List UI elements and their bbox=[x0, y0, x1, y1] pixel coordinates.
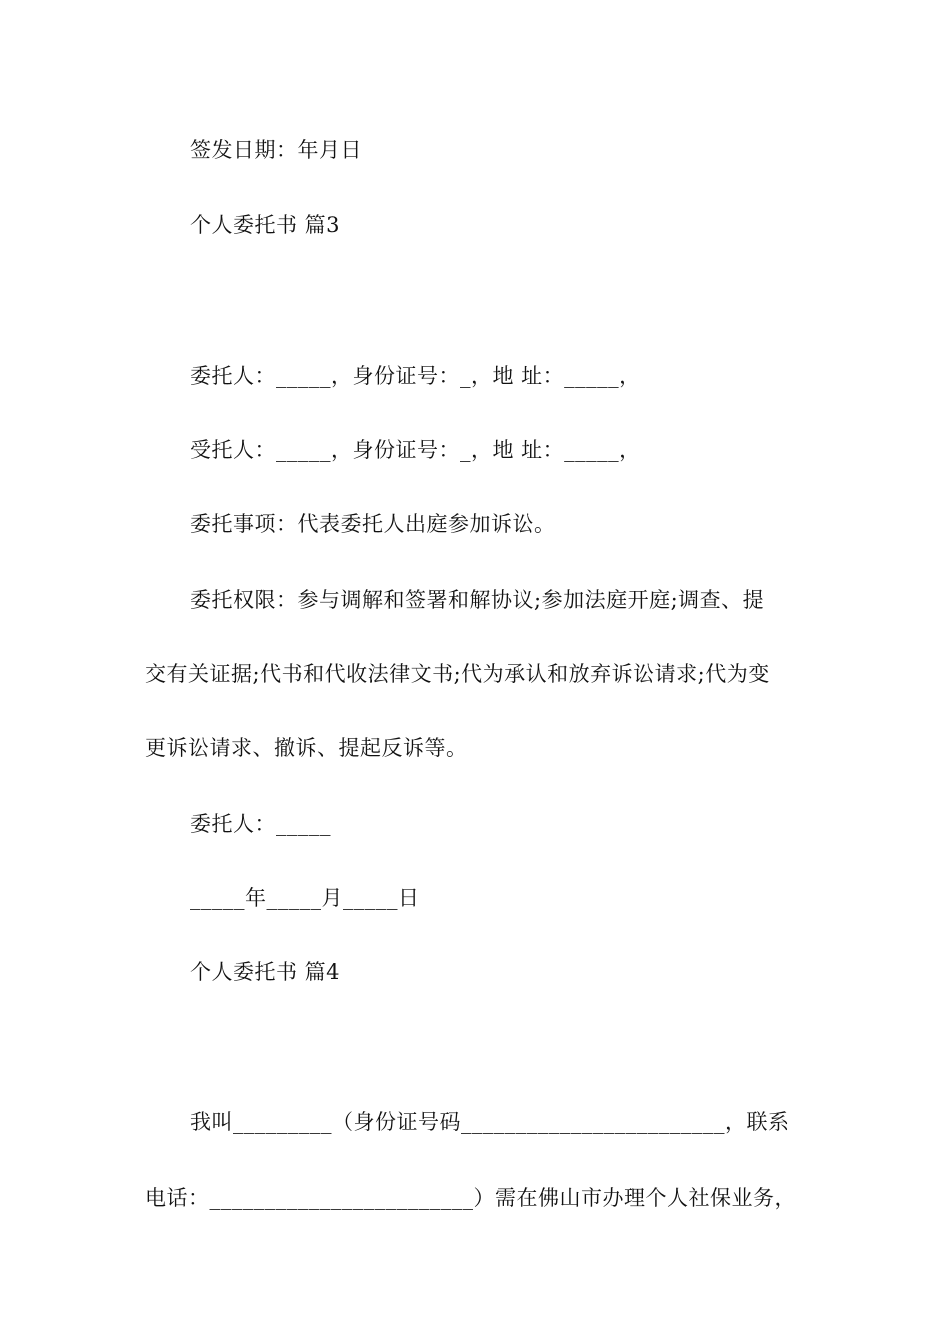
principal-signature-line: 委托人：_____ bbox=[190, 812, 331, 836]
entrusted-matters-line: 委托事项：代表委托人出庭参加诉讼。 bbox=[190, 512, 556, 536]
issue-date-line: 签发日期：年月日 bbox=[190, 138, 362, 162]
authority-line-3: 更诉讼请求、撤诉、提起反诉等。 bbox=[145, 736, 468, 760]
self-intro-line-1: 我叫_________（身份证号码________________________，联系 bbox=[190, 1110, 790, 1134]
authority-line-2: 交有关证据;代书和代收法律文书;代为承认和放弃诉讼请求;代为变 bbox=[145, 662, 770, 686]
authority-line-1: 委托权限：参与调解和签署和解协议;参加法庭开庭;调查、提 bbox=[190, 588, 765, 612]
self-intro-line-2: 电话：________________________）需在佛山市办理个人社保业务， bbox=[145, 1186, 796, 1210]
date-blank-line: _____年_____月_____日 bbox=[190, 886, 420, 910]
agent-line: 受托人：_____，身份证号：_，地 址：_____， bbox=[190, 438, 641, 462]
section-heading-4: 个人委托书 篇4 bbox=[190, 960, 341, 984]
section-heading-3: 个人委托书 篇3 bbox=[190, 213, 341, 237]
principal-line: 委托人：_____，身份证号：_，地 址：_____， bbox=[190, 364, 641, 388]
